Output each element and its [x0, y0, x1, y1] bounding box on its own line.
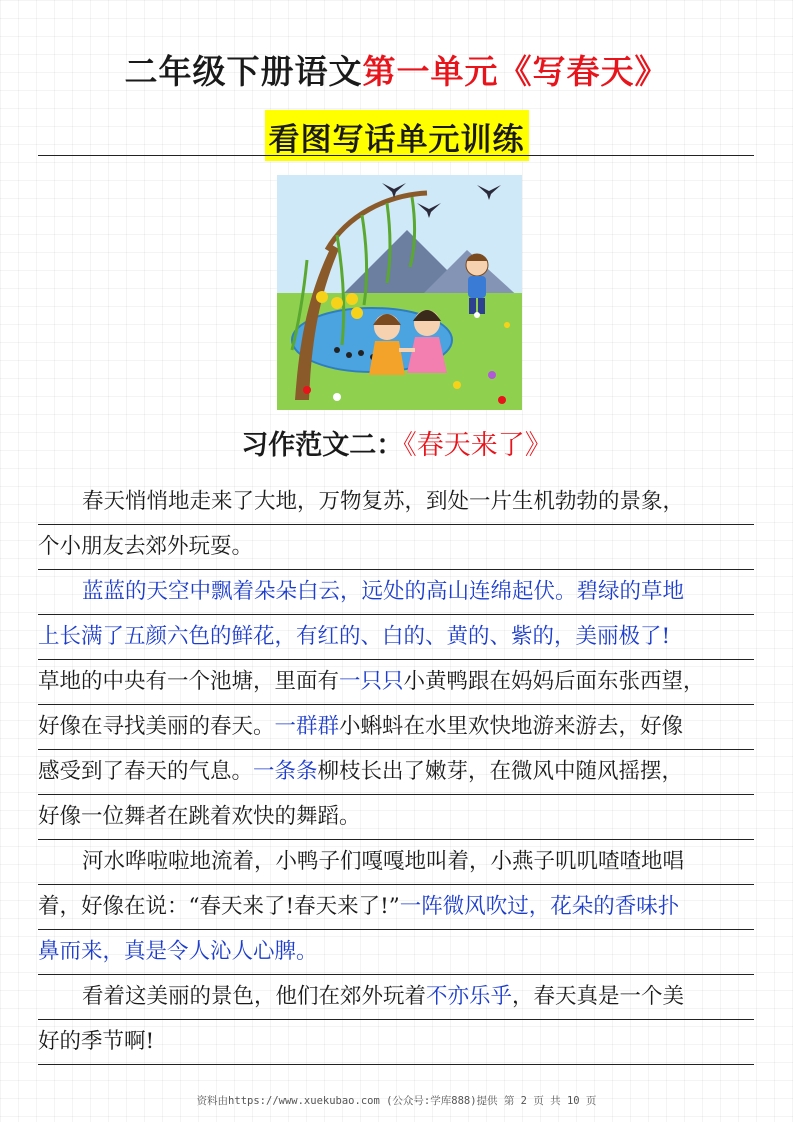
essay-text: 感受到了春天的气息。 [38, 759, 254, 784]
essay-line [38, 660, 754, 705]
essay-highlight-text: 上长满了五颜六色的鲜花，有红的、白的、黄的、紫的，美丽极了! [38, 624, 671, 649]
essay-heading-title: 《春天来了》 [403, 430, 552, 461]
essay-text: 柳枝长出了嫩芽，在微风中随风摇摆， [317, 759, 684, 784]
essay-text: 草地的中央有一个池塘，里面有 [38, 669, 340, 694]
page-title-grade: 二年级下册语文 [124, 52, 363, 91]
essay-text: 好像在寻找美丽的春天。 [38, 714, 275, 739]
essay-line [38, 480, 754, 525]
essay-line [38, 1020, 754, 1065]
essay-highlight-text: 一群群 [274, 714, 340, 739]
essay-text: 小黄鸭跟在妈妈后面东张西望， [403, 669, 705, 694]
essay-line [38, 795, 754, 840]
essay-text: 好的季节啊! [38, 1029, 155, 1054]
essay-line [38, 750, 754, 795]
essay-heading-label: 习作范文二： [241, 430, 404, 461]
essay-line [38, 885, 754, 930]
essay-heading [0, 423, 793, 462]
essay-text: 看着这美丽的景色，他们在郊外玩着 [82, 984, 427, 1009]
essay-highlight-text: 不亦乐乎 [426, 984, 513, 1009]
essay-line [38, 705, 754, 750]
page-title-unit: 第一单元《写春天》 [362, 52, 669, 91]
essay-highlight-text: 一阵微风吹过，花朵的香味扑 [399, 894, 680, 919]
essay-line [38, 570, 754, 615]
essay-text: 着，好像在说：“春天来了!春天来了!” [38, 894, 400, 919]
essay-body [38, 480, 754, 1065]
essay-text: 个小朋友去郊外玩耍。 [38, 534, 254, 559]
essay-text: ，春天真是一个美 [512, 984, 685, 1009]
essay-line [38, 615, 754, 660]
spring-illustration [277, 175, 522, 410]
header-divider [38, 155, 754, 156]
essay-text: 小蝌蚪在水里欢快地游来游去，好像 [339, 714, 684, 739]
essay-line [38, 840, 754, 885]
essay-text: 河水哗啦啦地流着，小鸭子们嘎嘎地叫着，小燕子叽叽喳喳地唱 [82, 849, 685, 874]
page-subtitle: 看图写话单元训练 [265, 110, 529, 161]
essay-highlight-text: 鼻而来，真是令人沁人心脾。 [38, 939, 318, 964]
page-subtitle-wrap [0, 110, 793, 161]
essay-line [38, 525, 754, 570]
page-footer: 资料由https://www.xuekubao.com (公众号:学库888)提供 第 2 页 共 10 页 [196, 1095, 597, 1107]
page-title [0, 46, 793, 93]
essay-line [38, 930, 754, 975]
essay-line [38, 975, 754, 1020]
essay-highlight-text: 一条条 [253, 759, 318, 784]
essay-text: 好像一位舞者在跳着欢快的舞蹈。 [38, 804, 361, 829]
essay-highlight-text: 蓝蓝的天空中飘着朵朵白云，远处的高山连绵起伏。碧绿的草地 [82, 579, 685, 604]
essay-text: 春天悄悄地走来了大地，万物复苏，到处一片生机勃勃的景象， [82, 489, 685, 514]
essay-highlight-text: 一只只 [339, 669, 404, 694]
